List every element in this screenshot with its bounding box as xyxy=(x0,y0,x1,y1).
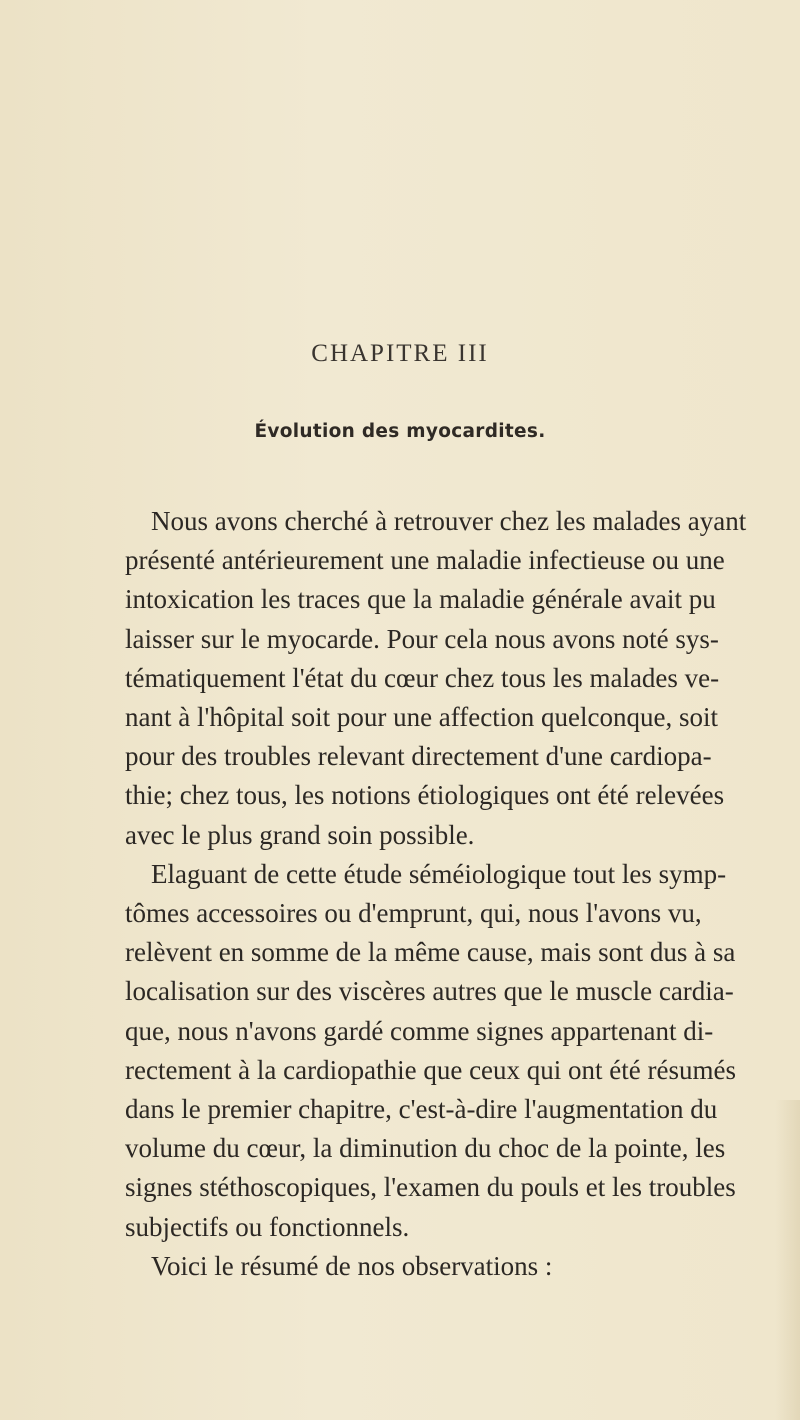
text-line: signes stéthoscopiques, l'examen du pouls et les troubles xyxy=(125,1172,736,1203)
text-line: thie; chez tous, les notions étiologiques ont été relevées xyxy=(125,780,725,811)
text-line: tématiquement l'état du cœur chez tous les malades ve- xyxy=(125,662,720,693)
text-line: présenté antérieurement une maladie infectieuse ou une xyxy=(125,545,725,576)
text-line: intoxication les traces que la maladie générale avait pu xyxy=(125,584,716,615)
text-line: nant à l'hôpital soit pour une affection quelconque, soit xyxy=(125,702,718,733)
text-line: relèvent en somme de la même cause, mais sont dus à sa xyxy=(125,937,736,968)
text-line: que, nous n'avons gardé comme signes appartenant di- xyxy=(125,1015,714,1046)
text-line: rectement à la cardiopathie que ceux qui ont été résumés xyxy=(125,1054,736,1085)
text-line: Voici le résumé de nos observations : xyxy=(151,1250,553,1281)
text-line: laisser sur le myocarde. Pour cela nous avons noté sys- xyxy=(125,623,719,654)
paragraph xyxy=(125,855,736,1247)
text-line: volume du cœur, la diminution du choc de la pointe, les xyxy=(125,1133,726,1164)
paragraph xyxy=(125,1247,670,1286)
text-line: dans le premier chapitre, c'est-à-dire l'augmentation du xyxy=(125,1094,718,1125)
chapter-subtitle: Évolution des myocardites. xyxy=(254,421,546,442)
text-line: avec le plus grand soin possible. xyxy=(125,819,475,850)
text-line: Nous avons cherché à retrouver chez les malades ayant xyxy=(151,506,747,536)
paragraph xyxy=(125,502,747,855)
text-line: pour des troubles relevant directement d'une cardiopa- xyxy=(125,741,712,772)
text-line: subjectifs ou fonctionnels. xyxy=(125,1211,410,1242)
chapter-heading: CHAPITRE III xyxy=(311,340,489,367)
text-line: Elaguant de cette étude séméiologique tout les symp- xyxy=(151,858,727,889)
page-edge-shadow xyxy=(775,1100,800,1420)
body-text xyxy=(125,502,747,1286)
text-line: tômes accessoires ou d'emprunt, qui, nous l'avons vu, xyxy=(125,898,702,929)
text-line: localisation sur des viscères autres que le muscle cardia- xyxy=(125,976,734,1007)
